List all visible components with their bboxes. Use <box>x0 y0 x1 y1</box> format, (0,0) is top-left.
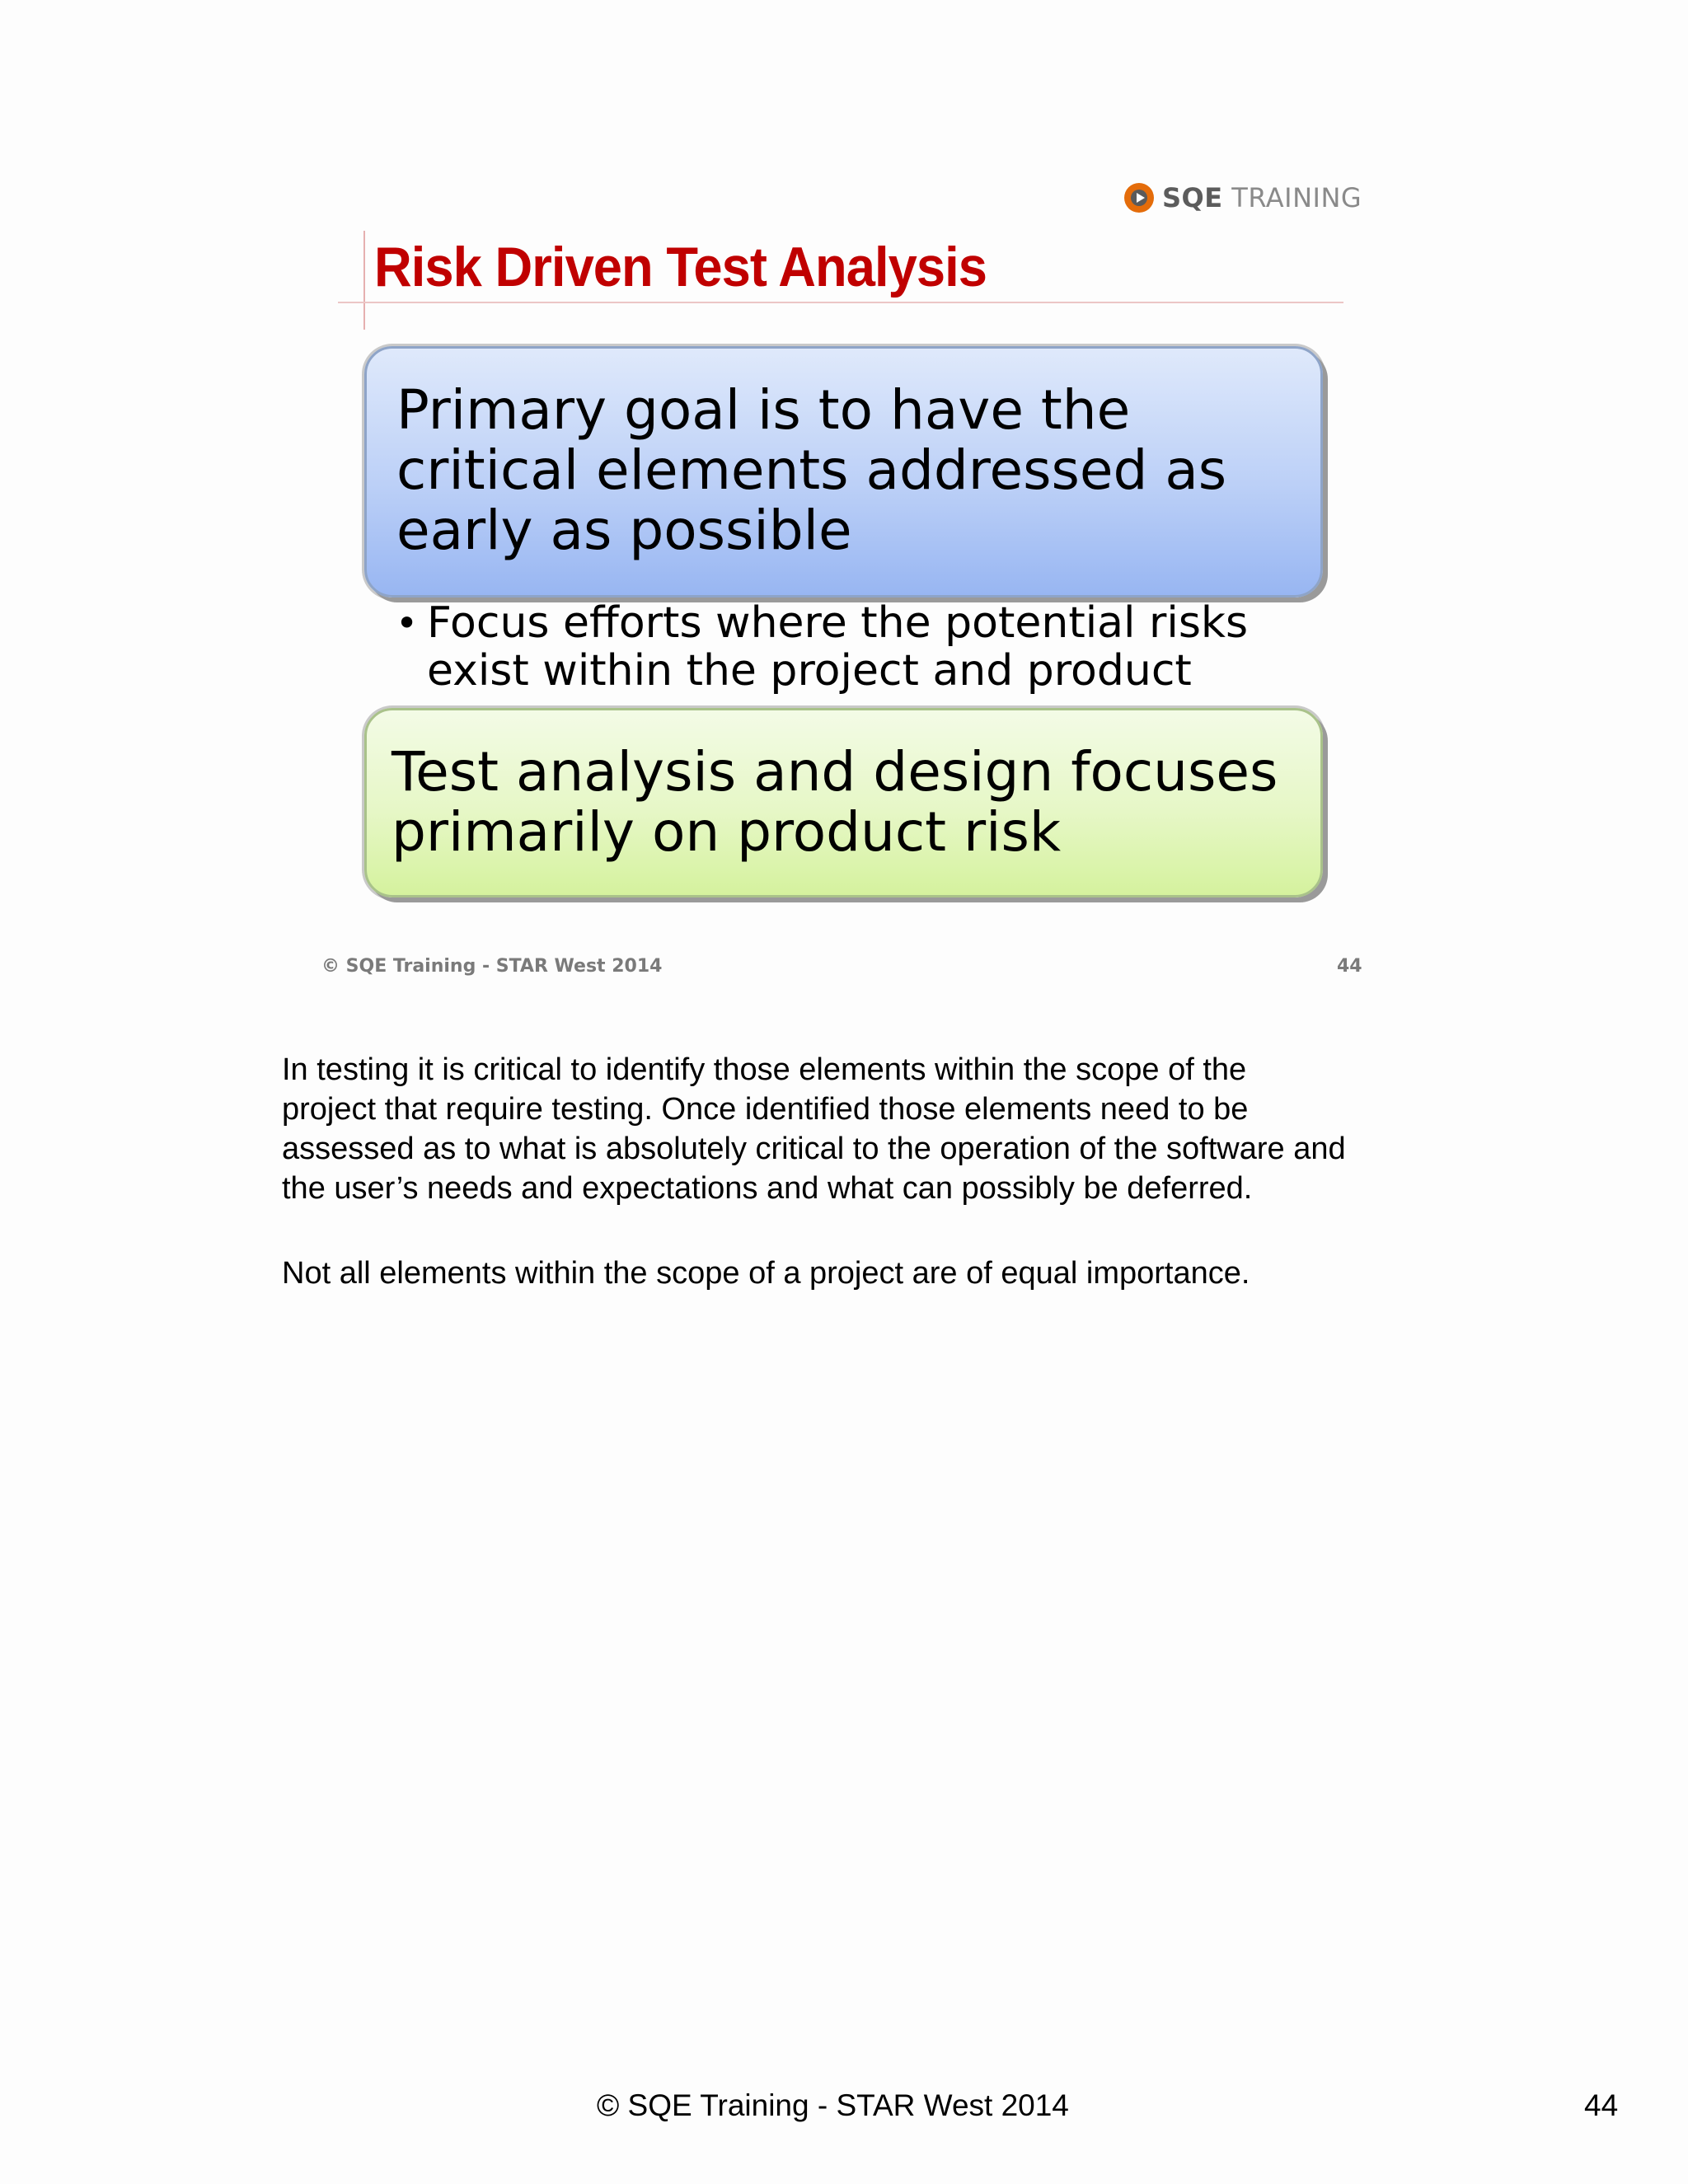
primary-goal-text: Primary goal is to have the critical elements addressed as early as possible <box>396 378 1227 562</box>
speaker-notes <box>282 1050 1436 1293</box>
bullet-item <box>396 599 1248 695</box>
test-analysis-box <box>364 708 1323 898</box>
title-divider-vertical <box>363 231 365 330</box>
slide <box>313 177 1368 993</box>
notes-paragraph-1: In testing it is critical to identify those elements within the scope of the project that require testing. Once identified those elements need to be assessed as to what is absolutely critical to the operation of the software and the user’s needs and expectations and what can possibly be deferred. <box>282 1052 1346 1206</box>
test-analysis-text: Test analysis and design focuses primarily on product risk <box>392 740 1278 864</box>
title-divider-horizontal <box>338 302 1343 303</box>
bullet-text: Focus efforts where the potential risks exist within the project and product <box>427 598 1249 696</box>
play-circle-icon <box>1123 181 1156 214</box>
page-number: 44 <box>1584 2088 1619 2122</box>
slide-number: 44 <box>1337 956 1362 977</box>
logo-brand: SQE <box>1162 182 1223 213</box>
bullet-dot: • <box>396 601 419 645</box>
slide-title: Risk Driven Test Analysis <box>374 236 987 298</box>
primary-goal-box <box>364 346 1323 598</box>
sqe-training-logo <box>1123 177 1362 218</box>
notes-paragraph-2: Not all elements within the scope of a project are of equal importance. <box>282 1256 1250 1291</box>
slide-footer: © SQE Training - STAR West 2014 <box>321 956 663 977</box>
page-footer: © SQE Training - STAR West 2014 <box>597 2088 1069 2122</box>
logo-suffix: TRAINING <box>1231 182 1362 213</box>
